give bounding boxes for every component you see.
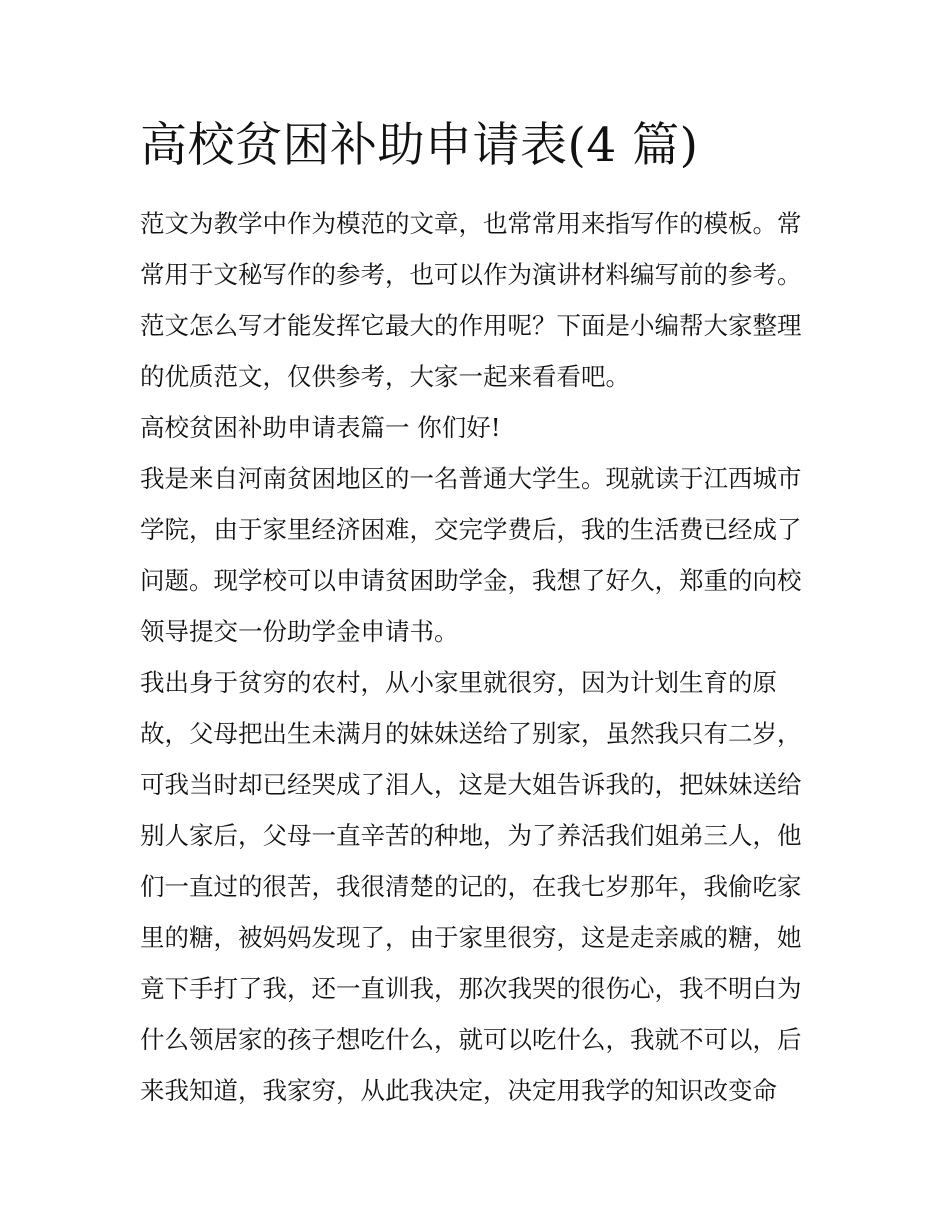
paragraph-line: 的优质范文，仅供参考，大家一起来看看吧。 — [140, 362, 630, 391]
paragraph-line: 们一直过的很苦，我很清楚的记的，在我七岁那年，我偷吃家 — [140, 872, 802, 901]
paragraph-line: 范文为教学中作为模范的文章，也常常用来指写作的模板。常 — [140, 209, 802, 238]
document-title: 高校贫困补助申请表(4 篇) — [140, 118, 699, 173]
paragraph-line: 里的糖，被妈妈发现了，由于家里很穷，这是走亲戚的糖，她 — [140, 923, 802, 952]
paragraph-line: 可我当时却已经哭成了泪人，这是大姐告诉我的，把妹妹送给 — [140, 770, 802, 799]
paragraph-line: 常用于文秘写作的参考，也可以作为演讲材料编写前的参考。 — [140, 260, 802, 289]
paragraph-line: 领导提交一份助学金申请书。 — [140, 617, 459, 646]
section-heading-line: 高校贫困补助申请表篇一 你们好! — [140, 413, 501, 442]
paragraph-line: 问题。现学校可以申请贫困助学金，我想了好久，郑重的向校 — [140, 566, 802, 595]
paragraph-line: 故，父母把出生未满月的妹妹送给了别家，虽然我只有二岁， — [140, 719, 802, 748]
document-body — [140, 198, 820, 1116]
paragraph-line: 竟下手打了我，还一直训我，那次我哭的很伤心，我不明白为 — [140, 974, 802, 1003]
paragraph-line: 什么领居家的孩子想吃什么，就可以吃什么，我就不可以，后 — [140, 1025, 802, 1054]
paragraph-line: 范文怎么写才能发挥它最大的作用呢？下面是小编帮大家整理 — [140, 311, 802, 340]
paragraph-line: 别人家后，父母一直辛苦的种地，为了养活我们姐弟三人，他 — [140, 821, 802, 850]
paragraph-line: 我出身于贫穷的农村，从小家里就很穷，因为计划生育的原 — [140, 668, 777, 697]
paragraph-line: 学院，由于家里经济困难，交完学费后，我的生活费已经成了 — [140, 515, 802, 544]
paragraph-line: 我是来自河南贫困地区的一名普通大学生。现就读于江西城市 — [140, 464, 802, 493]
paragraph-line: 来我知道，我家穷，从此我决定，决定用我学的知识改变命 — [140, 1076, 777, 1105]
